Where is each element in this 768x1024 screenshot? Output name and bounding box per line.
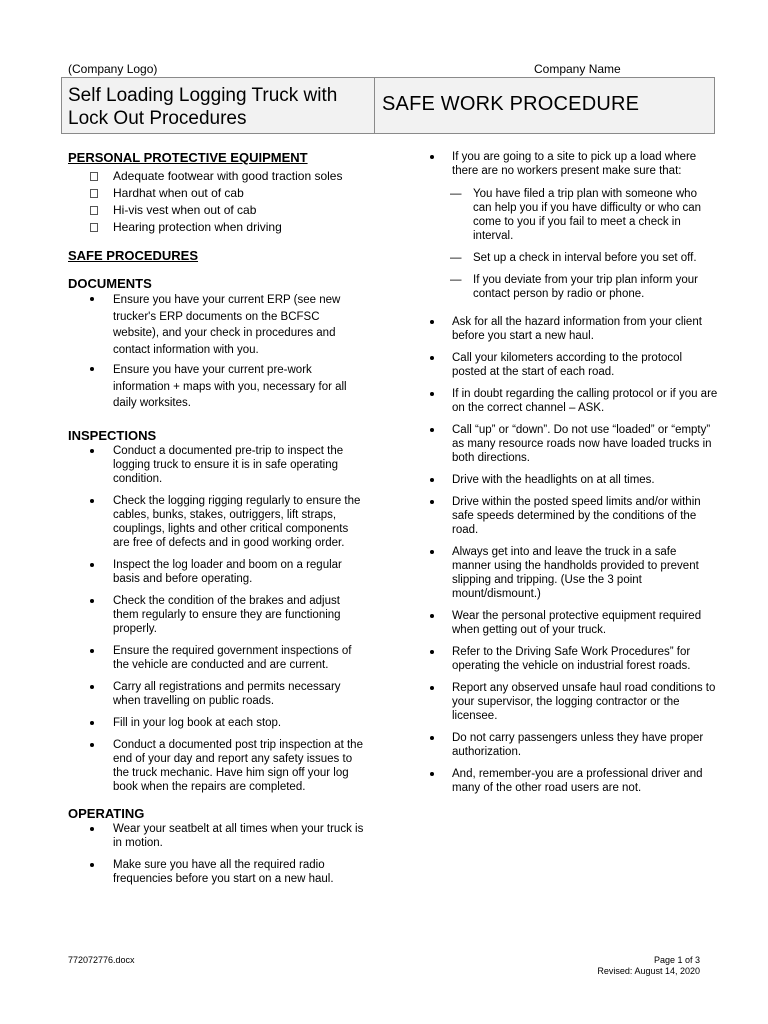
left-column (68, 150, 368, 894)
bullet-icon (430, 428, 434, 432)
bullet-icon (90, 649, 94, 653)
sub-list-item: — If you deviate from your trip plan inform your contact person by radio or phone. (450, 274, 698, 300)
list-item: Carry all registrations and permits necessary when travelling on public roads. (68, 680, 368, 708)
checkbox-icon (90, 223, 98, 232)
list-item: Call “up” or “down”. Do not use “loaded” or “empty” as many resource roads now have loaded trucks in both directions. (428, 423, 718, 465)
list-item: Always get into and leave the truck in a safe manner using the handholds provided to prevent slipping and tripping. (Use the 3 point mount/dismount.) (428, 545, 718, 601)
list-item: Do not carry passengers unless they have proper authorization. (428, 731, 718, 759)
bullet-icon (430, 650, 434, 654)
page-number: Page 1 of 3 (653, 955, 700, 965)
right-column (428, 150, 718, 803)
title-box (61, 77, 715, 134)
list-item: Ensure you have your current ERP (see new trucker's ERP documents on the BCFSC website), and your check in procedures and contact information with you. (68, 292, 368, 358)
trip-plan-sublist (428, 187, 718, 301)
documents-heading: DOCUMENTS (68, 276, 152, 291)
dash-icon: — (450, 188, 462, 200)
bullet-icon (430, 392, 434, 396)
bullet-icon (430, 155, 434, 159)
list-item: If you are going to a site to pick up a load where there are no workers present make sure that: — You have filed a trip plan with someone who can help you if you have difficulty or who can come to you if you fail to meet a check in interval. — Set up a check in interval before you set off. — If you deviate from your trip plan inform your contact person by radio or phone. (428, 150, 718, 301)
bullet-icon (430, 500, 434, 504)
list-item: Fill in your log book at each stop. (68, 716, 368, 730)
list-item: Ensure you have your current pre-work information + maps with you, necessary for all daily worksites. (68, 362, 368, 412)
sub-list-item: — Set up a check in interval before you set off. (450, 252, 697, 264)
operating-list (68, 822, 368, 886)
header-top-row (68, 62, 700, 76)
company-name: Company Name (534, 62, 621, 76)
dash-icon: — (450, 274, 462, 286)
safe-procedures-heading: SAFE PROCEDURES (68, 248, 199, 263)
bullet-icon (90, 367, 94, 371)
checkbox-icon (90, 206, 98, 215)
list-item: Check the condition of the brakes and adjust them regularly to ensure they are functioning properly. (68, 594, 368, 636)
list-item: Check the logging rigging regularly to ensure the cables, bunks, stakes, outriggers, lift straps, couplings, lights and other critical components are free of defects and in good working order. (68, 494, 368, 550)
ppe-list (68, 168, 368, 236)
right-list-intro (428, 150, 718, 301)
bullet-icon (430, 356, 434, 360)
procedure-label: SAFE WORK PROCEDURE (382, 93, 640, 115)
list-item: Inspect the log loader and boom on a regular basis and before operating. (68, 558, 368, 586)
list-item: Wear your seatbelt at all times when your truck is in motion. (68, 822, 368, 850)
checkbox-icon (90, 172, 98, 181)
list-item: Conduct a documented pre-trip to inspect the logging truck to ensure it is in safe operating condition. (68, 444, 368, 486)
list-item: Call your kilometers according to the protocol posted at the start of each road. (428, 351, 718, 379)
inspections-heading: INSPECTIONS (68, 427, 157, 443)
list-item: Ask for all the hazard information from your client before you start a new haul. (428, 315, 718, 343)
right-list (428, 315, 718, 795)
bullet-icon (430, 686, 434, 690)
bullet-icon (90, 563, 94, 567)
document-title: Self Loading Logging Truck with Lock Out Procedures (62, 78, 375, 133)
company-logo-placeholder: (Company Logo) (68, 62, 158, 76)
documents-list (68, 292, 368, 412)
bullet-icon (430, 478, 434, 482)
list-item: And, remember-you are a professional driver and many of the other road users are not. (428, 767, 718, 795)
inspections-list (68, 444, 368, 794)
footer-filename: 772072776.docx (68, 955, 135, 965)
bullet-icon (90, 863, 94, 867)
bullet-icon (90, 685, 94, 689)
revised-date: Revised: August 14, 2020 (597, 966, 700, 976)
bullet-icon (90, 827, 94, 831)
list-item: Drive with the headlights on at all times. (428, 473, 718, 487)
list-item: Refer to the Driving Safe Work Procedures” for operating the vehicle on industrial forest roads. (428, 645, 718, 673)
footer-info (597, 955, 700, 977)
bullet-icon (90, 599, 94, 603)
bullet-icon (90, 743, 94, 747)
ppe-item: Adequate footwear with good traction soles (68, 168, 368, 185)
ppe-item: Hardhat when out of cab (68, 185, 368, 202)
bullet-icon (430, 614, 434, 618)
list-item: Ensure the required government inspections of the vehicle are conducted and are current. (68, 644, 368, 672)
list-item: If in doubt regarding the calling protocol or if you are on the correct channel – ASK. (428, 387, 718, 415)
bullet-icon (90, 721, 94, 725)
ppe-item: Hearing protection when driving (68, 219, 368, 236)
bullet-icon (90, 499, 94, 503)
dash-icon: — (450, 252, 462, 264)
checkbox-icon (90, 189, 98, 198)
bullet-icon (90, 297, 94, 301)
operating-heading: OPERATING (68, 805, 145, 821)
list-item: Report any observed unsafe haul road conditions to your supervisor, the logging contractor or the licensee. (428, 681, 718, 723)
bullet-icon (430, 736, 434, 740)
bullet-icon (430, 320, 434, 324)
ppe-heading: PERSONAL PROTECTIVE EQUIPMENT (68, 150, 308, 165)
sub-list-item: — You have filed a trip plan with someone who can help you if you have difficulty or who can come to you if you fail to meet a check in interval. (450, 188, 702, 242)
list-item: Wear the personal protective equipment required when getting out of your truck. (428, 609, 718, 637)
list-item: Make sure you have all the required radio frequencies before you start on a new haul. (68, 858, 368, 886)
bullet-icon (430, 772, 434, 776)
list-item: Drive within the posted speed limits and/or within safe speeds determined by the conditions of the road. (428, 495, 718, 537)
ppe-item: Hi-vis vest when out of cab (68, 202, 368, 219)
list-item: Conduct a documented post trip inspection at the end of your day and report any safety issues to the truck mechanic. Have him sign off your log book when the repairs are completed. (68, 738, 368, 794)
bullet-icon (90, 449, 94, 453)
bullet-icon (430, 550, 434, 554)
